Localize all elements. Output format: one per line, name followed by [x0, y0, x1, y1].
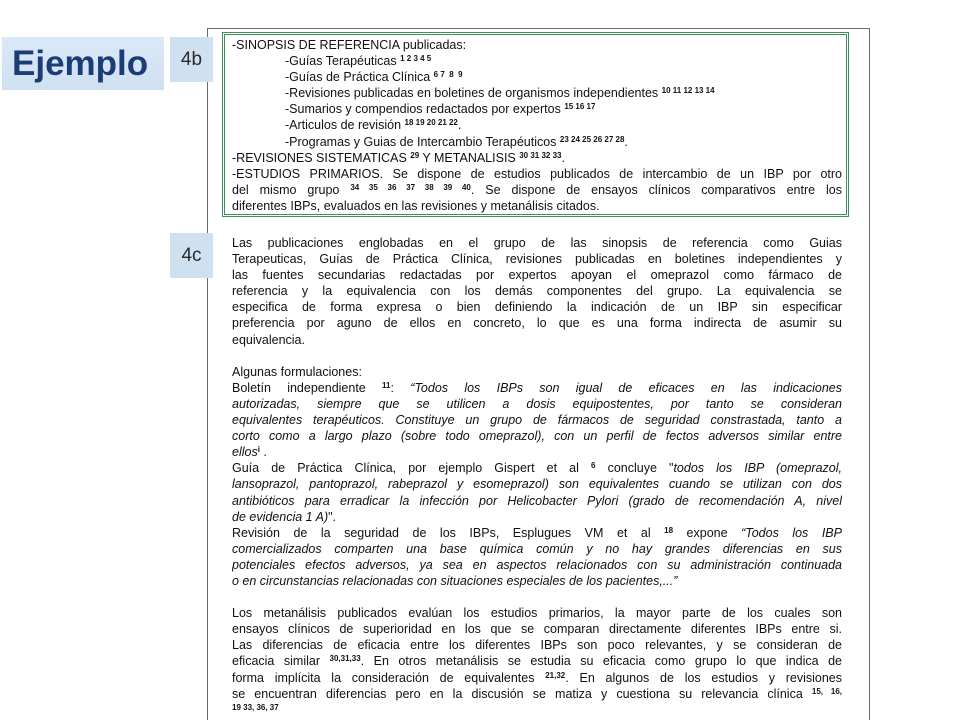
- text-segment: Guía de Práctica Clínica, por ejemplo Gispert et al: [232, 461, 592, 476]
- text-segment: -Guías Terapéuticas: [285, 54, 401, 69]
- text-segment: -SINOPSIS DE REFERENCIA publicadas:: [232, 38, 467, 52]
- text-segment: -REVISIONES SISTEMATICAS: [232, 150, 411, 165]
- formulaciones-heading: [232, 364, 842, 380]
- sinopsis-heading: [232, 37, 842, 53]
- text-line: [232, 396, 842, 412]
- text-line: [232, 332, 842, 348]
- reference-superscript: 30,31,33: [329, 654, 361, 664]
- text-segment: .: [624, 134, 628, 149]
- text-segment: diferentes IBPs, evaluados en las revisiones y metanálisis citados.: [232, 198, 600, 213]
- text-segment: del mismo grupo: [232, 182, 351, 197]
- italic-quote-segment: o en circunstancias relacionadas con situaciones especiales de los pacientes,...”: [232, 573, 678, 588]
- evidence-paragraph: [232, 150, 842, 166]
- intro-section: [232, 235, 842, 348]
- italic-quote-segment: “Todos los IBPs son igual de eficaces en las indicaciones: [410, 380, 842, 395]
- text-segment: Y METANALISIS: [419, 150, 520, 165]
- text-line: [232, 251, 842, 267]
- text-segment: ".: [328, 509, 337, 524]
- italic-quote-segment: lansoprazol, pantoprazol, rabeprazol y esomeprazol) son equivalentes cuando se utilizan con dos: [232, 477, 842, 492]
- reference-superscript: 1 2 3 4 5: [400, 54, 432, 64]
- text-segment: -ESTUDIOS PRIMARIOS. Se dispone de estudios publicados de intercambio de un IBP por otro: [232, 166, 842, 181]
- text-segment: Revisión de la seguridad de los IBPs, Esplugues VM et al: [232, 525, 665, 540]
- list-item: [232, 69, 842, 85]
- text-line: [232, 621, 842, 637]
- text-segment: . En otros metanálisis se estudia su eficacia como grupo lo que indica de: [360, 654, 842, 669]
- metanalisis-paragraph: [232, 605, 842, 718]
- text-line: [232, 299, 842, 315]
- reference-superscript: 11: [382, 380, 391, 390]
- formulaciones-section: [232, 364, 842, 589]
- text-line: [232, 637, 842, 653]
- text-segment: -Programas y Guias de Intercambio Terapéuticos: [285, 134, 560, 149]
- evidence-summary-box: [222, 32, 849, 217]
- list-item: [232, 85, 842, 101]
- italic-quote-segment: comercializados comparten una base química común y no hay grandes diferencias en sus: [232, 541, 842, 556]
- text-line: [232, 444, 842, 460]
- list-item: [232, 101, 842, 117]
- quote-paragraph: [232, 380, 842, 460]
- text-line: [232, 541, 842, 557]
- text-segment: -Articulos de revisión: [285, 118, 405, 133]
- reference-superscript: 29: [410, 150, 420, 160]
- italic-quote-segment: de evidencia 1 A): [232, 509, 329, 524]
- text-segment: ensayos clínicos de superioridad en los que se comparan directamente diferentes IBPs entre si.: [232, 622, 842, 637]
- sinopsis-list: [232, 53, 842, 150]
- reference-superscript: 10 11 12 13 14: [661, 86, 715, 96]
- text-segment: forma implícita la consideración de equivalentes: [232, 670, 546, 685]
- reference-superscript: 6 7 8 9: [433, 70, 463, 80]
- reference-superscript: 15, 16,: [811, 686, 842, 696]
- intro-paragraph: [232, 235, 842, 348]
- evidence-paragraph: [232, 166, 842, 214]
- text-line: [232, 653, 842, 669]
- section-tag-4c-text: 4c: [181, 244, 202, 266]
- text-line: [232, 670, 842, 686]
- text-segment: Boletín independiente: [232, 380, 383, 395]
- text-segment: -Sumarios y compendios redactados por expertos: [285, 102, 565, 117]
- reference-superscript: 19 33, 36, 37: [232, 702, 279, 712]
- section-tag-4b-text: 4b: [180, 48, 203, 70]
- quote-paragraph: [232, 460, 842, 524]
- list-item: [232, 117, 842, 133]
- italic-quote-segment: autorizadas, siempre que se utilicen a dosis equipostentes, por tanto se consideran: [232, 396, 842, 411]
- reference-superscript: 30 31 32 33: [519, 150, 562, 160]
- evidence-summary-text: [232, 37, 842, 214]
- text-line: [232, 166, 842, 182]
- reference-superscript: 6: [591, 461, 596, 471]
- text-segment: Terapeuticas, Guías de Práctica Clínica, revisiones publicadas en boletines independientes y: [232, 252, 842, 267]
- text-line: [232, 412, 842, 428]
- italic-quote-segment: antibióticos para erradicar la infección por Helicobacter Pylori (grado de recomendación A, nivel: [232, 493, 842, 508]
- text-segment: equivalencia.: [232, 332, 305, 347]
- text-line: [232, 315, 842, 331]
- text-line: [232, 150, 842, 166]
- text-segment: se encuentran diferencias pero en la discusión se matiza y cuestiona su relevancia clínica: [232, 686, 812, 701]
- text-segment: Las publicaciones englobadas en el grupo de las sinopsis de referencia como Guias: [232, 236, 842, 250]
- list-item: [232, 53, 842, 69]
- text-line: [232, 509, 842, 525]
- text-line: [232, 686, 842, 702]
- text-line: [232, 198, 842, 214]
- text-segment: .: [457, 118, 462, 133]
- text-segment: :: [390, 380, 411, 395]
- heading-line: [232, 37, 842, 53]
- text-segment: preferencia por aguno de ellos en concreto, lo que es una forma indirecta de asumir su: [232, 316, 842, 331]
- italic-quote-segment: todos los IBP (omeprazol,: [673, 461, 842, 476]
- formulaciones-quotes: [232, 380, 842, 589]
- text-line: [232, 476, 842, 492]
- metanalisis-section: [232, 605, 842, 718]
- text-line: [232, 460, 842, 476]
- text-segment: referencia y la equivalencia con los demás componentes del grupo. La equivalencia se: [232, 284, 842, 299]
- text-segment: Los metanálisis publicados evalúan los estudios primarios, la mayor parte de los cuales son: [232, 606, 842, 621]
- text-segment: . Se dispone de ensayos clínicos comparativos entre los: [470, 182, 842, 197]
- heading-line: [232, 364, 842, 380]
- discussion-text: [232, 235, 842, 718]
- text-line: [232, 182, 842, 198]
- section-tag-4b: [170, 37, 213, 82]
- text-segment: eficacia similar: [232, 654, 330, 669]
- italic-quote-segment: “Todos los IBP: [741, 525, 842, 540]
- text-segment: .: [561, 150, 565, 165]
- text-line: [232, 235, 842, 251]
- text-segment: Algunas formulaciones:: [232, 364, 362, 379]
- evidence-paragraphs: [232, 150, 842, 214]
- reference-superscript: i: [257, 445, 260, 455]
- text-line: [232, 605, 842, 621]
- text-segment: expone: [673, 525, 742, 540]
- text-line: [232, 702, 842, 718]
- quote-paragraph: [232, 525, 842, 589]
- text-segment: concluye ": [595, 461, 674, 476]
- text-line: [232, 525, 842, 541]
- example-title-text: Ejemplo: [12, 44, 149, 83]
- text-line: [232, 573, 842, 589]
- text-segment: -Guías de Práctica Clínica: [285, 70, 434, 85]
- reference-superscript: 21,32: [545, 670, 566, 680]
- reference-superscript: 15 16 17: [564, 102, 596, 112]
- text-segment: .: [259, 445, 267, 460]
- italic-quote-segment: potenciales efectos adversos, ya sea en aspectos relacionados con su administración continuada: [232, 557, 842, 572]
- text-line: [232, 283, 842, 299]
- italic-quote-segment: ellos: [232, 445, 258, 460]
- list-item: [232, 134, 842, 150]
- text-line: [232, 428, 842, 444]
- text-segment: Las diferencias de eficacia entre los diferentes IBPs son poco relevantes, y se consideran de: [232, 638, 842, 653]
- text-line: [232, 267, 842, 283]
- text-line: [232, 557, 842, 573]
- section-tag-4c: [170, 233, 213, 278]
- text-segment: las fuentes secundarias redactadas por expertos apoyan el omeprazol como fármaco de: [232, 268, 842, 283]
- text-line: [232, 493, 842, 509]
- reference-superscript: 18: [664, 525, 674, 535]
- italic-quote-segment: equivalentes terapéuticos. Constituye un grupo de fármacos de seguridad constrastada, tanto a: [232, 413, 842, 428]
- reference-superscript: 18 19 20 21 22: [404, 118, 458, 128]
- reference-superscript: 23 24 25 26 27 28: [559, 134, 625, 144]
- text-line: [232, 380, 842, 396]
- text-segment: especifica de forma expresa o bien definiendo la indicación de un IBP sin especificar: [232, 300, 842, 315]
- text-segment: -Revisiones publicadas en boletines de organismos independientes: [285, 86, 662, 101]
- text-segment: . En algunos de los estudios y revisiones: [565, 670, 842, 685]
- italic-quote-segment: corto como a largo plazo (sobre todo omeprazol), con un perfil de fectos adversos similar entre: [232, 429, 842, 444]
- reference-superscript: 34 35 36 37 38 39 40: [350, 182, 471, 192]
- example-title-label: [2, 37, 164, 90]
